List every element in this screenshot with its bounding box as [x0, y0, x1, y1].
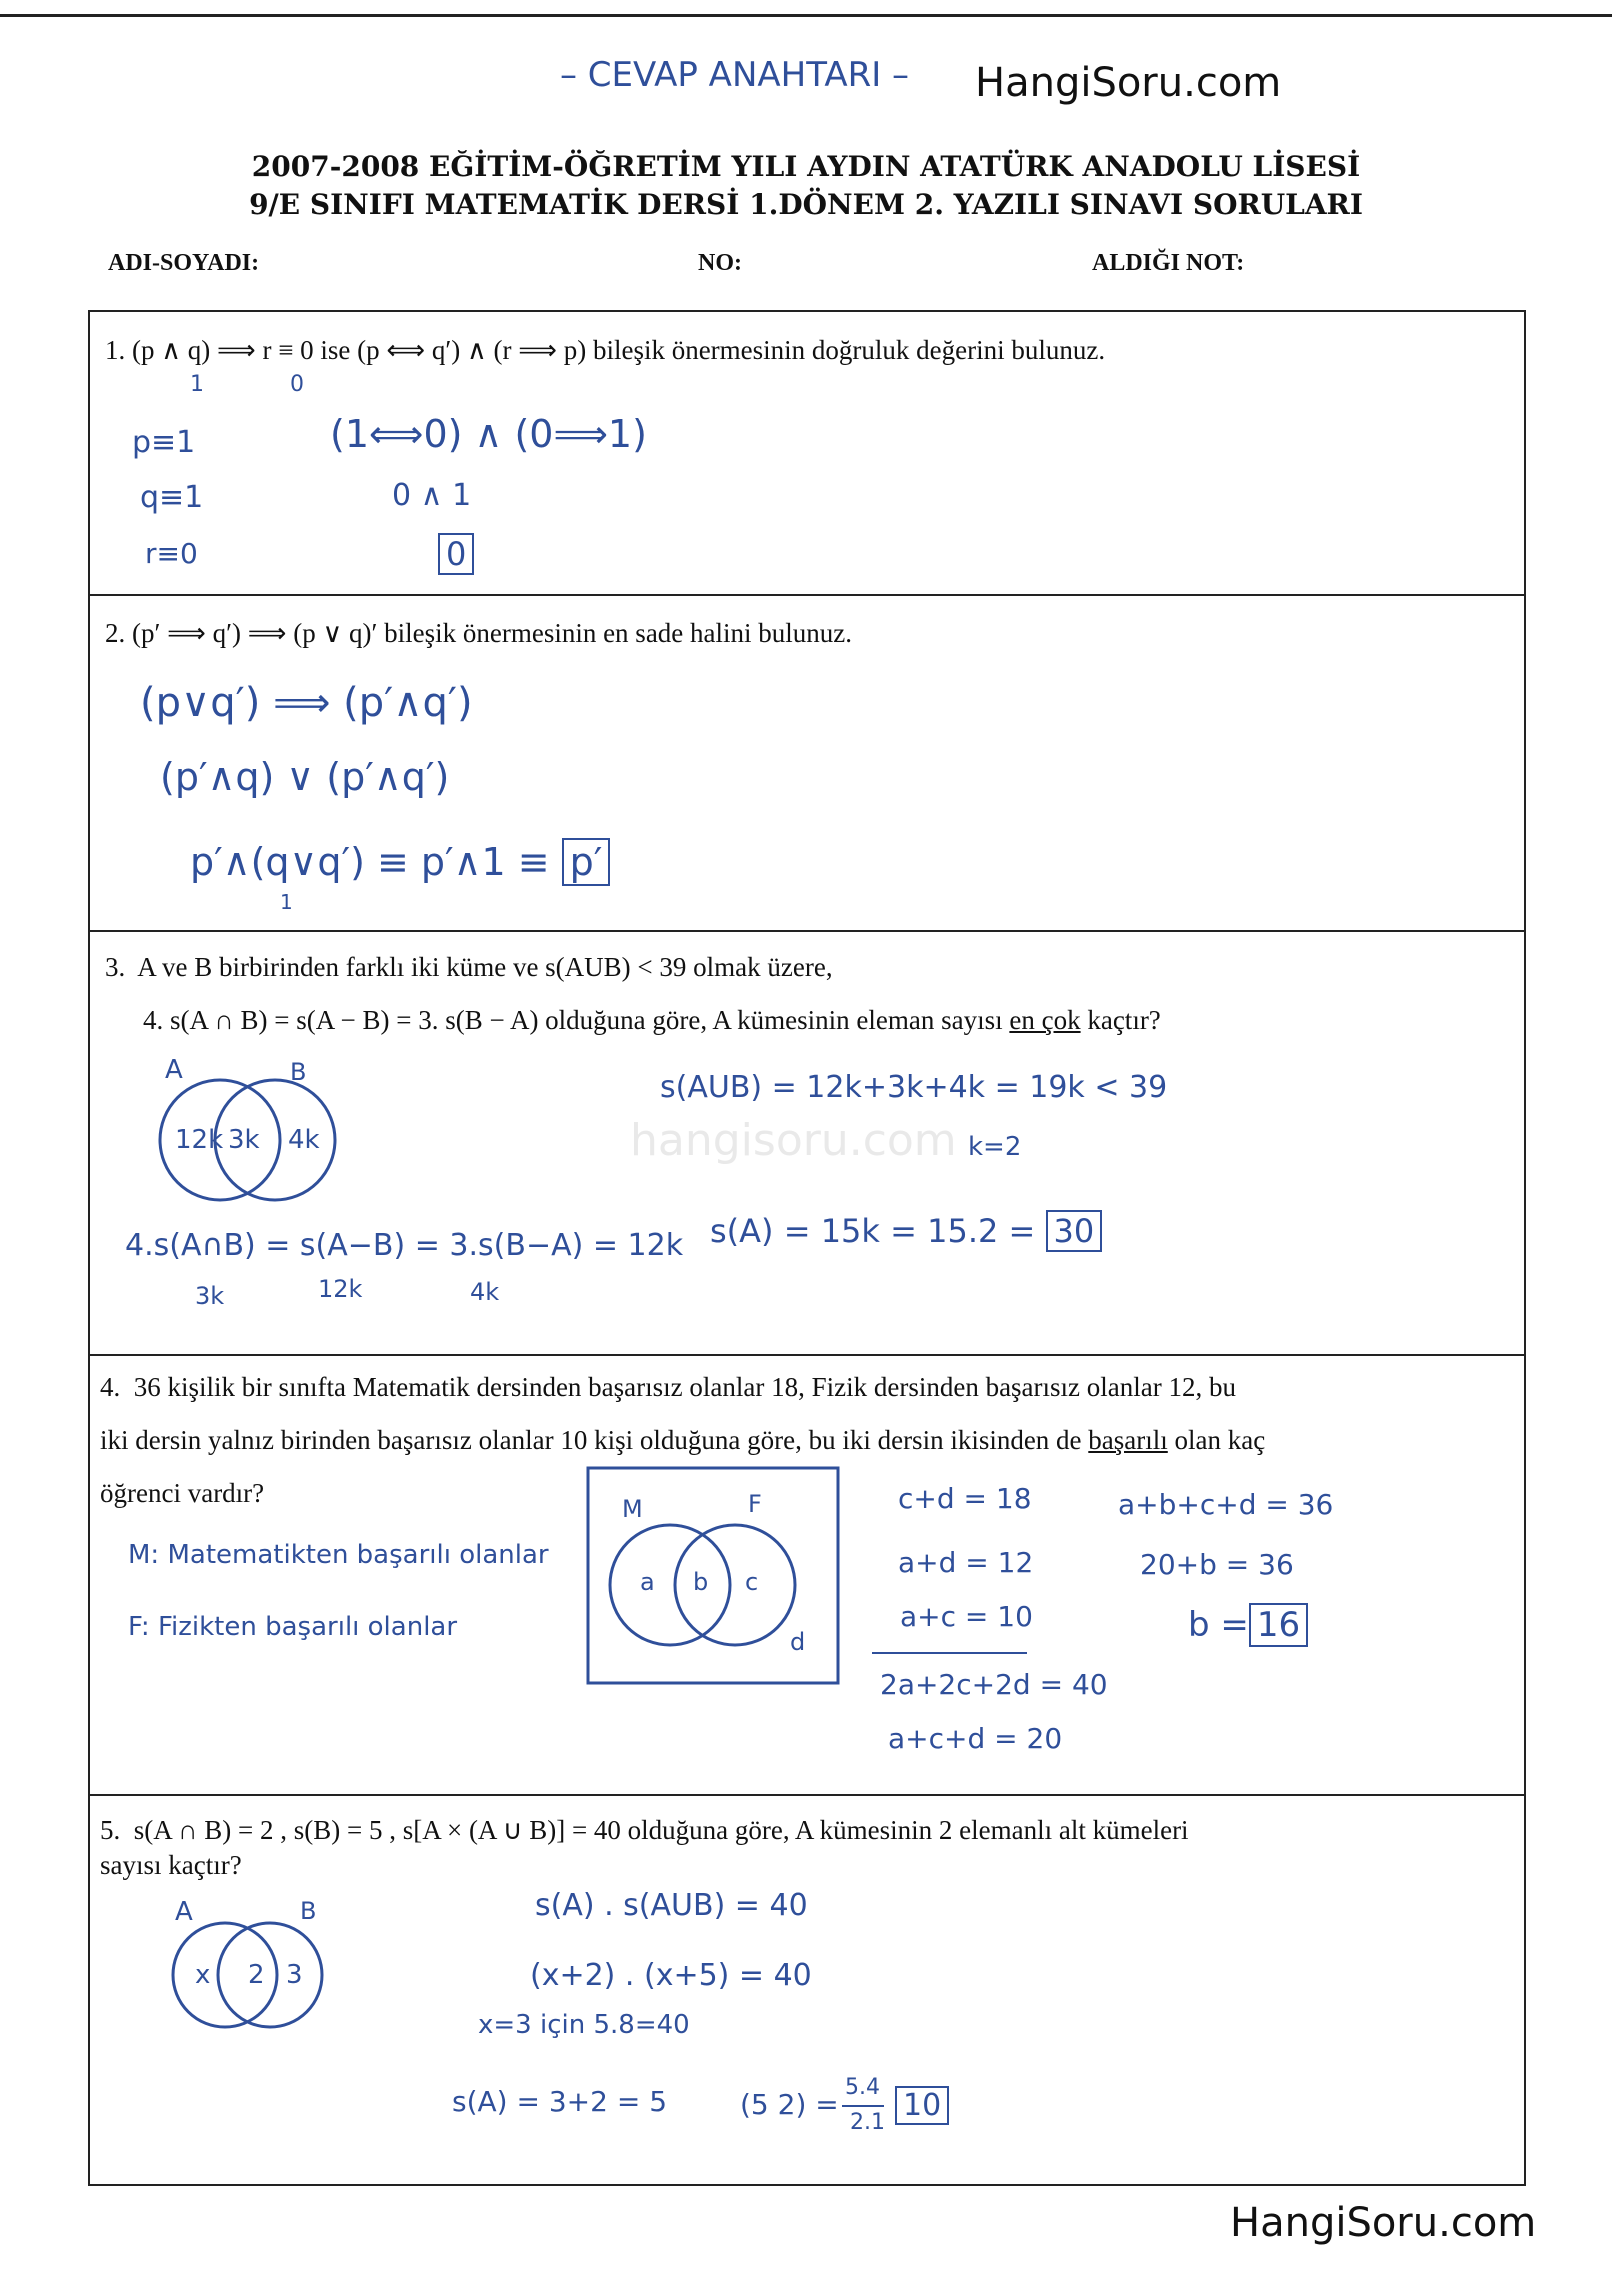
q4-m-definition: M: Matematikten başarılı olanlar — [128, 1540, 549, 1570]
q5-region-right: 3 — [286, 1960, 303, 1990]
q4-f-definition: F: Fizikten başarılı olanlar — [128, 1612, 458, 1642]
q4-eq6: a+b+c+d = 36 — [1118, 1488, 1334, 1521]
q4-set-f: F — [748, 1490, 762, 1518]
q4-eq5: a+c+d = 20 — [888, 1722, 1063, 1755]
q1-under-r: 0 — [290, 372, 304, 397]
q1-q-value: q≡1 — [140, 480, 204, 515]
q3-equation: 4.s(A∩B) = s(A−B) = 3.s(B−A) = 12k — [125, 1228, 684, 1263]
q3-under3: 4k — [470, 1278, 500, 1306]
top-rule — [0, 14, 1612, 17]
q4-region-b: b — [693, 1568, 709, 1596]
q4-eq3: a+c = 10 — [900, 1600, 1033, 1633]
q4-region-a: a — [640, 1568, 655, 1596]
q3-sa: s(A) = 15k = 15.2 = 30 — [710, 1212, 1102, 1250]
q2-under: 1 — [280, 890, 293, 914]
number-field-label: NO: — [698, 250, 742, 276]
q5-answer: 10 — [895, 2088, 949, 2123]
q5-set-a: A — [175, 1897, 193, 1927]
q4-region-d: d — [790, 1628, 806, 1656]
q3-set-b: B — [290, 1058, 307, 1086]
q3-region-mid: 3k — [228, 1125, 260, 1155]
q4-eq1: c+d = 18 — [898, 1482, 1032, 1515]
question-3-line2: 4. s(A ∩ B) = s(A − B) = 3. s(B − A) olduğuna göre, A kümesinin eleman sayısı en çok kaçtır? — [143, 1005, 1161, 1035]
q4-eq7: 20+b = 36 — [1140, 1548, 1294, 1581]
site-name-bottom: HangiSoru.com — [1230, 2200, 1537, 2246]
q3-under2: 12k — [318, 1275, 363, 1303]
exam-title-line1: 2007-2008 EĞİTİM-ÖĞRETİM YILI AYDIN ATATÜRK ANADOLU LİSESİ — [251, 150, 1361, 183]
question-5-line2: sayısı kaçtır? — [100, 1850, 242, 1880]
q3-k: k=2 — [968, 1132, 1022, 1162]
q5-eq4: s(A) = 3+2 = 5 — [452, 2085, 668, 2118]
q1-step1: (1⟺0) ∧ (0⟹1) — [330, 412, 647, 456]
site-name-top: HangiSoru.com — [975, 60, 1282, 106]
question-4-line3: öğrenci vardır? — [100, 1478, 265, 1508]
question-4-line2: iki dersin yalnız birinden başarısız olanlar 10 kişi olduğuna göre, bu iki dersin ikisinden de başarılı olan kaç — [100, 1425, 1266, 1455]
q4-eq4: 2a+2c+2d = 40 — [880, 1668, 1108, 1701]
q3-region-left: 12k — [175, 1125, 224, 1155]
q4-set-m: M — [622, 1495, 643, 1523]
q1-under-pq: 1 — [190, 372, 204, 397]
q5-set-b: B — [300, 1897, 317, 1925]
question-5-line1: 5. s(A ∩ B) = 2 , s(B) = 5 , s[A × (A ∪ B)] = 40 olduğuna göre, A kümesinin 2 elemanlı alt kümeleri — [100, 1815, 1189, 1845]
q1-answer: 0 — [438, 535, 474, 573]
exam-title-line2: 9/E SINIFI MATEMATİK DERSİ 1.DÖNEM 2. YAZILI SINAVI SORULARI — [249, 188, 1363, 221]
name-field-label: ADI-SOYADI: — [108, 250, 260, 276]
q2-step1: (p∨q′) ⟹ (p′∧q′) — [140, 680, 473, 726]
question-1-text: 1. (p ∧ q) ⟹ r ≡ 0 ise (p ⟺ q′) ∧ (r ⟹ p) bileşik önermesinin doğruluk değerini bulunuz. — [105, 335, 1106, 365]
q3-union: s(AUB) = 12k+3k+4k = 19k < 39 — [660, 1070, 1168, 1105]
q5-combination: (5 2) = — [740, 2088, 839, 2121]
question-2-text: 2. (p′ ⟹ q′) ⟹ (p ∨ q)′ bileşik önermesinin en sade halini bulunuz. — [105, 618, 853, 648]
q5-fraction-bottom: 2.1 — [850, 2110, 885, 2135]
q4-sum-line — [872, 1652, 1027, 1654]
question-3-line1: 3. A ve B birbirinden farklı iki küme ve s(AUB) < 39 olmak üzere, — [105, 952, 833, 982]
q5-fraction-top: 5.4 — [845, 2075, 880, 2100]
q1-step2: 0 ∧ 1 — [392, 478, 472, 513]
q5-fraction-bar — [842, 2105, 884, 2107]
q1-r-value: r≡0 — [145, 537, 198, 570]
q1-p-value: p≡1 — [132, 425, 196, 460]
q5-eq3: x=3 için 5.8=40 — [478, 2010, 690, 2040]
q4-answer: b = 16 — [1188, 1605, 1308, 1645]
q5-eq1: s(A) . s(AUB) = 40 — [535, 1888, 808, 1923]
q3-region-right: 4k — [288, 1125, 320, 1155]
q4-region-c: c — [745, 1568, 759, 1596]
answer-key-label: – CEVAP ANAHTARI – — [560, 55, 910, 95]
watermark: hangisoru.com — [630, 1115, 957, 1166]
q5-region-x: x — [195, 1960, 211, 1990]
q5-region-mid: 2 — [248, 1960, 265, 1990]
q2-step2: (p′∧q) ∨ (p′∧q′) — [160, 755, 450, 799]
question-4-line1: 4. 36 kişilik bir sınıfta Matematik dersinden başarısız olanlar 18, Fizik dersinden başarısız olanlar 12, bu — [100, 1372, 1236, 1402]
grade-field-label: ALDIĞI NOT: — [1092, 250, 1245, 276]
q3-under1: 3k — [195, 1282, 225, 1310]
q4-eq2: a+d = 12 — [898, 1546, 1034, 1579]
q3-set-a: A — [165, 1055, 183, 1085]
q5-eq2: (x+2) . (x+5) = 40 — [530, 1958, 812, 1993]
q2-step3: p′∧(q∨q′) ≡ p′∧1 ≡ p′ — [190, 840, 610, 884]
